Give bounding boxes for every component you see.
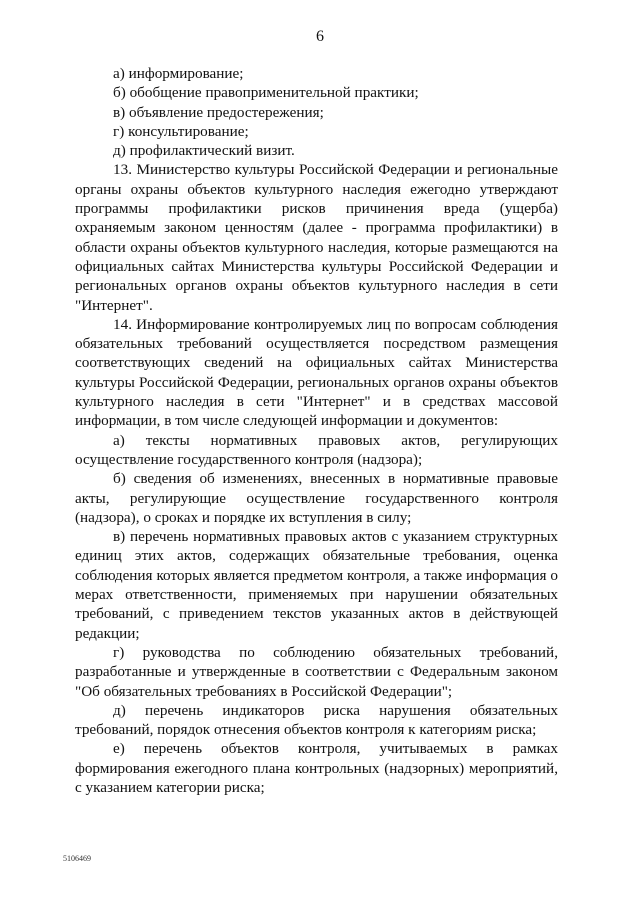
list-item-d: д) профилактический визит. [113,142,295,160]
subitem-g: г) руководства по соблюдению обязательных требований, разработанные и утвержденные в соответствии с Федеральным законом "Об обязательных требованиях в Российской Федерации"; [75,643,558,700]
subitem-a: а) тексты нормативных правовых актов, регулирующих осуществление государственного контроля (надзора); [75,431,558,468]
paragraph-14: 14. Информирование контролируемых лиц по вопросам соблюдения обязательных требований осуществляется посредством размещения соответствующих сведений на официальных сайтах Министерства культуры Российской Федерации, региональных органов охраны объектов культурного наследия в сети "Интернет" и в средствах массовой информации, в том числе следующей информации и документов: [75,315,558,430]
page-number: 6 [316,28,324,45]
subitem-b: б) сведения об изменениях, внесенных в нормативные правовые акты, регулирующие осуществление государственного контроля (надзора), о сроках и порядке их вступления в силу; [75,470,558,526]
paragraph-13: 13. Министерство культуры Российской Федерации и региональные органы охраны объектов культурного наследия ежегодно утверждают программы профилактики рисков причинения вреда (ущерба) охраняемым законом ценностям (далее - программа профилактики) в области охраны объектов культурного наследия, которые размещаются на официальных сайтах Министерства культуры Российской Федерации и региональных органов охраны объектов культурного наследия в сети "Интернет". [75,161,558,314]
list-item-a: а) информирование; [113,65,244,82]
document-code: 5106469 [63,854,91,863]
list-item-g: г) консультирование; [113,122,249,140]
subitem-d: д) перечень индикаторов риска нарушения обязательных требований, порядок отнесения объектов контроля к категориям риска; [75,701,558,739]
list-item-v: в) объявление предостережения; [113,103,324,121]
subitem-e: е) перечень объектов контроля, учитываемых в рамках формирования ежегодного плана контрольных (надзорных) мероприятий, с указанием категории риска; [75,740,558,796]
list-item-b: б) обобщение правоприменительной практики; [113,84,419,102]
subitem-v: в) перечень нормативных правовых актов с указанием структурных единиц этих актов, содержащих обязательные требования, оценка соблюдения которых является предметом контроля, а также информация о мерах ответственности, применяемых при нарушении обязательных требований, с приведением текстов указанных актов в действующей редакции; [75,528,558,642]
document-body [75,64,558,797]
